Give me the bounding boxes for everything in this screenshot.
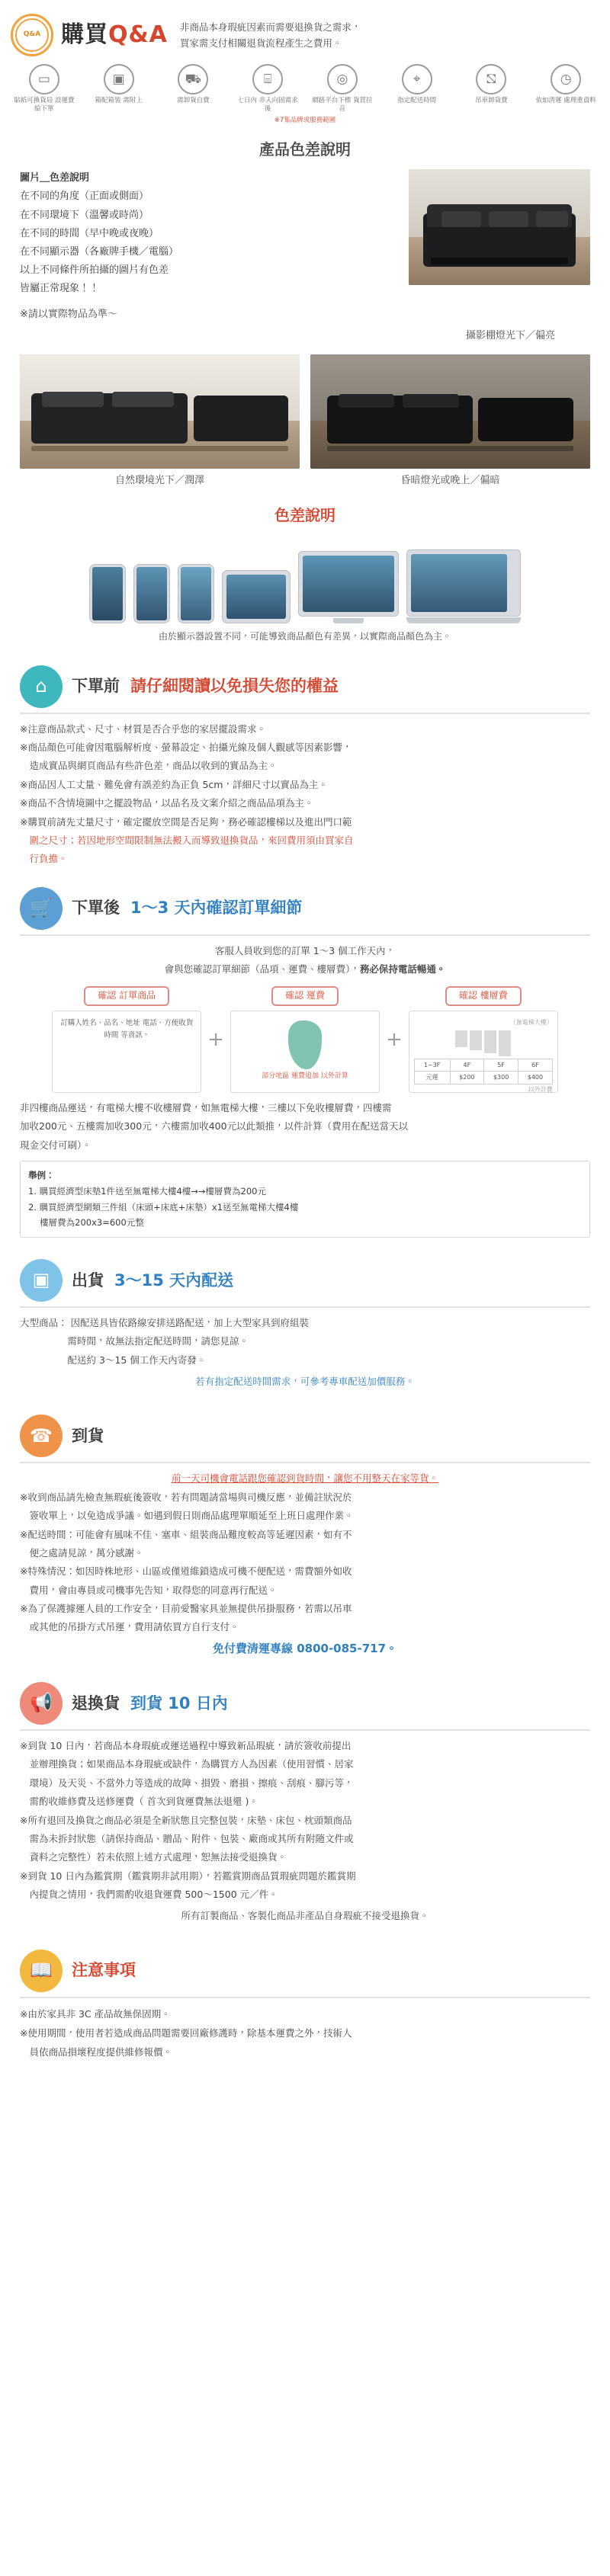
returns-title bbox=[72, 1691, 228, 1716]
clock-icon: ◷ bbox=[560, 71, 572, 87]
before-order-line-warning: 圍之尺寸；若因地形空間限制無法搬入而導致退換貨品，來回費用須由買家自 bbox=[20, 834, 354, 846]
returns-head bbox=[20, 1674, 590, 1728]
color-desc-title: 圖片＿色差說明 bbox=[20, 172, 90, 184]
fee-col-head: 5F bbox=[484, 1059, 518, 1072]
example-line: 2. 購買經濟型網類三件組（床頭+床底+床墊）x1送至無電梯大樓4樓 bbox=[28, 1201, 299, 1213]
notes-line: 員依商品損壞程度提供維修報價。 bbox=[20, 2046, 173, 2058]
returns-line: 環境）及天災、不當外力等造成的故障、損毀、磨損、擦痕、刮痕、腳污等， bbox=[20, 1777, 354, 1789]
caption-studio: 攝影棚燈光下／偏亮 bbox=[465, 329, 555, 341]
shipping-line: 配送約 3～15 個工作天內寄發。 bbox=[20, 1354, 207, 1366]
returns-body bbox=[20, 1737, 590, 1904]
monitor-device bbox=[298, 551, 399, 623]
laptop-device bbox=[406, 549, 521, 623]
devices-note: 由於顯示器設置不同，可能導致商品顏色有差異，以實際商品顏色為主。 bbox=[158, 631, 451, 642]
notes-head bbox=[20, 1942, 590, 1995]
step-body: 訂購人姓名、品名、地址 電話、方便收貨時間 等資訊。 bbox=[52, 1011, 201, 1093]
sofa-photo-dim bbox=[310, 354, 590, 469]
arrival-body bbox=[20, 1488, 590, 1637]
qa-subtitle-line1: 非商品本身瑕疵因素而需要退換貨之需求， bbox=[179, 21, 361, 33]
shipping-section bbox=[0, 1248, 610, 1405]
arrival-line: ※配送時間：可能會有風味不佳、塞車、組裝商品難度較高等延遲因素，如有不 bbox=[20, 1528, 352, 1540]
color-desc-line: 在不同的角度（正面或側面） bbox=[20, 191, 149, 203]
policy-icon-item bbox=[460, 64, 524, 113]
step-body bbox=[230, 1011, 380, 1093]
after-order-accent: 1～3 天內確認訂單細節 bbox=[130, 899, 303, 918]
shipping-title bbox=[72, 1268, 233, 1293]
returns-line: ※到貨 10 日內為鑑賞期（鑑賞期非試用期），若鑑賞期商品質瑕疵問題於鑑賞期 bbox=[20, 1870, 356, 1882]
fee-col-head: 1~3F bbox=[414, 1059, 450, 1072]
shipping-line: 大型商品： 因配送具皆依路線安排送路配送，加上大型家具到府組裝 bbox=[20, 1316, 309, 1328]
shipping-line: 需時間，故無法指定配送時間，請您見諒。 bbox=[20, 1335, 249, 1347]
before-order-title bbox=[72, 674, 339, 699]
door-icon: ⌸ bbox=[264, 71, 272, 87]
book-icon: 📖 bbox=[20, 1950, 63, 1992]
color-desc-line: 在不同顯示器（各廠牌手機／電腦） bbox=[20, 245, 179, 258]
before-order-body bbox=[20, 720, 590, 869]
step-confirm-items bbox=[52, 986, 201, 1093]
color-desc-note: ※請以實際物品為準～ bbox=[20, 308, 117, 320]
divider bbox=[20, 934, 590, 936]
arrival-accent bbox=[20, 1469, 590, 1488]
step-floor-note: （無電梯大樓） bbox=[509, 1019, 553, 1027]
before-order-section bbox=[0, 655, 610, 876]
megaphone-icon: 📢 bbox=[20, 1682, 63, 1725]
taiwan-map-icon bbox=[288, 1020, 322, 1069]
policy-icon-strip bbox=[0, 61, 610, 114]
arrival-line: 或其他的吊掛方式吊運，費用請依買方自行支付。 bbox=[20, 1621, 239, 1633]
notes-line: ※由於家具非 3C 產品故無保固期。 bbox=[20, 2007, 171, 2020]
photo-column-dim bbox=[310, 354, 590, 492]
returns-bottom-note: 所有訂製商品、客製化商品非產品自身瑕疵不接受退換貨。 bbox=[181, 1910, 429, 1922]
qa-subtitle-line2: 買家需支付相關退貨流程產生之費用。 bbox=[179, 37, 342, 49]
shipping-head bbox=[20, 1251, 590, 1305]
step-title: 確認 訂單商品 bbox=[84, 986, 169, 1006]
policy-icon-label: 需卸貨自費 bbox=[177, 97, 210, 104]
qa-title-prefix: 購買 bbox=[61, 21, 108, 48]
qa-title bbox=[61, 18, 168, 53]
policy-icon-label: 依如清運 處理重資料 bbox=[535, 97, 596, 104]
arrival-line: ※特殊情況：如因時株地形、山區或僅道維鎖造成可機不便配送，需費額外如收 bbox=[20, 1565, 352, 1578]
phone-device-3 bbox=[178, 564, 214, 623]
strip-note: ※7集品牌或服務範圍 bbox=[274, 117, 336, 125]
example-line: 樓層費為200x3=600元整 bbox=[28, 1217, 144, 1229]
notes-section bbox=[0, 1939, 610, 2069]
buy-icon: 🛒 bbox=[20, 887, 63, 930]
free-phone-line[interactable]: 免付費清運專線 0800-085-717。 bbox=[212, 1641, 398, 1655]
step-shipping-note: 部分地區 運費追加 以外計算 bbox=[262, 1072, 348, 1081]
after-order-note-line: 現金交付可刷）。 bbox=[20, 1139, 92, 1151]
policy-icon-item bbox=[236, 64, 300, 113]
policy-icon-item bbox=[385, 64, 449, 113]
arrival-title-text: 到貨 bbox=[72, 1427, 104, 1446]
arrival-line: ※收到商品請先檢查無瑕疵後簽收，若有問題請當場與司機反應，並備註狀況於 bbox=[20, 1491, 352, 1503]
device-display-row bbox=[0, 535, 610, 626]
color-desc-line: 在不同的時間（早中晚或夜晚） bbox=[20, 227, 159, 239]
before-order-accent: 請仔細閱讀以免損失您的權益 bbox=[130, 677, 339, 696]
color-desc-line: 皆屬正常現象！！ bbox=[20, 282, 100, 294]
policy-icon-item bbox=[87, 64, 151, 113]
phone-device-2 bbox=[133, 564, 170, 623]
policy-icon-label: 網路平台下標 貨買拉音 bbox=[312, 97, 373, 113]
returns-section bbox=[0, 1671, 610, 1939]
arrival-line: 費用，會由專員或司機事先告知，取得您的同意再行配送。 bbox=[20, 1584, 278, 1596]
package-icon: ▭ bbox=[37, 71, 50, 87]
color-description-text bbox=[20, 169, 398, 323]
example-title: 舉例： bbox=[28, 1170, 55, 1181]
fee-note: 以外計費 bbox=[528, 1085, 553, 1093]
before-order-line: ※商品因人工丈量、難免會有誤差約為正負 5cm，詳細尺寸以實品為主。 bbox=[20, 778, 328, 790]
policy-icon-item bbox=[162, 64, 226, 113]
plus-sign: + bbox=[207, 1028, 224, 1052]
sofa-photo-studio bbox=[409, 169, 590, 285]
returns-accent: 到貨 10 日內 bbox=[130, 1693, 228, 1713]
qa-badge-icon bbox=[11, 14, 53, 56]
photo-comparison-row bbox=[0, 347, 610, 492]
arrival-line: ※為了保護據運人員的工作安全，目前愛醫家具並無提供吊掛服務，若需以吊車 bbox=[20, 1603, 352, 1615]
fee-value: $300 bbox=[484, 1072, 518, 1085]
after-order-note-line: 加收200元、五樓需加收300元，六樓需加收400元以此類推，以件計算（費用在配送當天以 bbox=[20, 1120, 409, 1133]
before-order-line: 造成實品與網頁商品有些許色差，商品以收到的實品為主。 bbox=[20, 760, 278, 772]
returns-line: ※所有退回及換貨之商品必須是全新狀態且完整包裝，床墊、床包、枕頭類商品 bbox=[20, 1814, 352, 1826]
car-icon: ⛞ bbox=[486, 71, 497, 87]
returns-line: 內提貨之情用，我們需酌收退貨運費 500～1500 元／件。 bbox=[20, 1889, 278, 1901]
before-order-line-warning: 行負擔。 bbox=[20, 853, 68, 865]
step-title: 確認 樓層費 bbox=[445, 986, 522, 1006]
color-desc-line: 在不同環境下（溫馨或時尚） bbox=[20, 209, 149, 221]
color-description-block bbox=[0, 169, 610, 323]
policy-icon-label: 指定配送時間 bbox=[397, 97, 437, 104]
fee-example-box bbox=[20, 1161, 590, 1238]
after-order-note-line: 非四樓商品運送，有電梯大樓不收樓層費，如無電梯大樓，三樓以下免收樓層費，四樓需 bbox=[20, 1102, 392, 1114]
shipping-body bbox=[20, 1314, 590, 1370]
arrival-accent-text: 前一天司機會電話跟您確認到貨時間，讓您不用整天在家等貨。 bbox=[171, 1472, 438, 1485]
policy-icon-label: 貼紙可換貨局 設運費給下單 bbox=[14, 97, 75, 113]
step-confirm-shipping bbox=[230, 986, 380, 1093]
divider bbox=[20, 713, 590, 714]
policy-icon-item bbox=[534, 64, 598, 113]
qa-banner bbox=[0, 0, 610, 61]
after-order-section bbox=[0, 876, 610, 1248]
returns-line: ※到貨 10 日內，若商品本身瑕疵或運送過程中導致新品瑕疵，請於簽收前提出 bbox=[20, 1740, 352, 1752]
sofa-photo-natural bbox=[20, 354, 300, 469]
arrival-line: 簽收單上，以免造成爭議。如遇到假日則商品處理單順延至上班日處理作業。 bbox=[20, 1510, 354, 1522]
before-order-line: ※購買前請先丈量尺寸，確定擺放空間是否足夠，務必確認樓梯以及進出門口範 bbox=[20, 815, 352, 828]
fee-value: $200 bbox=[450, 1072, 484, 1085]
returns-line: 需酌收維修費及送修運費（ 首次到貨運費無法退還 )。 bbox=[20, 1796, 258, 1808]
notes-line: ※使用期間，使用者若造成商品問題需要回廠修護時，除基本運費之外，技術人 bbox=[20, 2027, 352, 2039]
fee-col-head: 4F bbox=[450, 1059, 484, 1072]
after-order-lead-line2 bbox=[20, 960, 590, 979]
caption-natural: 自然環境光下／潤澤 bbox=[114, 474, 204, 486]
arrival-section bbox=[0, 1404, 610, 1671]
after-order-title bbox=[72, 896, 303, 921]
arrival-title bbox=[72, 1424, 104, 1449]
fee-row-label: 元運 bbox=[414, 1072, 450, 1085]
floor-fee-table bbox=[414, 1059, 553, 1085]
returns-line: 資料之完整性）若未依照上述方式處理，恕無法接受退換貨。 bbox=[20, 1851, 287, 1863]
notes-title bbox=[72, 1958, 136, 1983]
box-icon: ▣ bbox=[112, 71, 125, 87]
color-desc-line: 以上不同條件所拍攝的圖片有色差 bbox=[20, 264, 169, 276]
after-order-lead-line2-text: 會與您確認訂單細節（品項、運費、樓層費）， bbox=[164, 963, 360, 976]
step-body bbox=[409, 1011, 558, 1093]
policy-icon-item bbox=[12, 64, 76, 113]
divider bbox=[20, 1306, 590, 1308]
shipping-accent: 3～15 天內配送 bbox=[114, 1270, 234, 1290]
policy-icon-label: 七日內 非入向固需求後 bbox=[237, 97, 298, 113]
after-order-head bbox=[20, 879, 590, 933]
step-confirm-floor-fee bbox=[409, 986, 558, 1093]
location-icon: ⌖ bbox=[413, 71, 421, 87]
policy-icon-label: 吊車卸貨費 bbox=[475, 97, 508, 104]
after-order-notes bbox=[20, 1099, 590, 1155]
divider bbox=[20, 1729, 590, 1731]
returns-line: 並辦理換貨；如果商品本身瑕疵或缺件，為購買方人為因素（使用習慣、居家 bbox=[20, 1758, 354, 1770]
order-steps bbox=[20, 986, 590, 1093]
before-order-title-text: 下單前 bbox=[72, 677, 120, 696]
truck-icon: ⛟ bbox=[185, 71, 202, 87]
photo-column-natural bbox=[20, 354, 300, 492]
fee-value: $400 bbox=[518, 1072, 553, 1085]
caption-dim: 昏暗燈光或晚上／偏暗 bbox=[400, 474, 500, 486]
shipping-bottom-note: 若有指定配送時間需求，可參考專車配送加價服務。 bbox=[195, 1376, 415, 1388]
example-line: 1. 購買經濟型床墊1件送至無電梯大樓4樓→→樓層費為200元 bbox=[28, 1185, 266, 1197]
before-order-line: ※商品顏色可能會因電腦解析度、螢幕設定、拍攝光線及個人觀感等因素影響， bbox=[20, 742, 352, 754]
after-order-lead-line1: 客服人員收到您的訂單 1～3 個工作天內， bbox=[214, 944, 396, 956]
qa-subtitle bbox=[175, 19, 361, 52]
after-order-title-text: 下單後 bbox=[72, 899, 120, 918]
qa-badge-text: Q&A bbox=[23, 30, 41, 39]
returns-line: 需為未拆封狀態（請保持商品、贈品、附件、包裝、廠商或其所有附隨文件或 bbox=[20, 1832, 354, 1844]
qa-title-qa: Q&A bbox=[108, 21, 168, 48]
divider bbox=[20, 1462, 590, 1463]
before-order-head bbox=[20, 658, 590, 711]
before-order-line: ※商品不含情境圖中之擺設物品，以品名及文案介紹之商品品項為主。 bbox=[20, 797, 314, 809]
notes-body bbox=[20, 2004, 590, 2062]
policy-icon-item bbox=[310, 64, 374, 113]
network-icon: ◎ bbox=[336, 71, 348, 87]
store-icon: ⌂ bbox=[20, 665, 63, 708]
arrival-line: 便之處請見諒，萬分感謝。 bbox=[20, 1546, 144, 1559]
step-title: 確認 運費 bbox=[271, 986, 339, 1006]
phone-icon: ☎ bbox=[20, 1415, 63, 1457]
tablet-device bbox=[222, 570, 291, 623]
color-section-heading-2: 色差說明 bbox=[274, 506, 336, 525]
fee-col-head: 6F bbox=[518, 1059, 553, 1072]
arrival-head bbox=[20, 1407, 590, 1460]
phone-device-1 bbox=[89, 564, 126, 623]
shipping-title-text: 出貨 bbox=[72, 1270, 104, 1290]
notes-title-text: 注意事項 bbox=[72, 1961, 136, 1980]
after-order-lead-bold: 務必保持電話暢通。 bbox=[359, 963, 446, 976]
color-section-heading: 產品色差說明 bbox=[259, 140, 351, 159]
policy-icon-label: 箱配箱裝 需附上 bbox=[95, 97, 143, 104]
plus-sign: + bbox=[386, 1028, 403, 1052]
before-order-line: ※注意商品款式、尺寸、材質是否合乎您的家居擺設需求。 bbox=[20, 722, 266, 735]
divider bbox=[20, 1997, 590, 1998]
after-order-lead bbox=[20, 942, 590, 979]
delivery-box-icon: ▣ bbox=[20, 1259, 63, 1302]
returns-title-text: 退換貨 bbox=[72, 1693, 120, 1713]
